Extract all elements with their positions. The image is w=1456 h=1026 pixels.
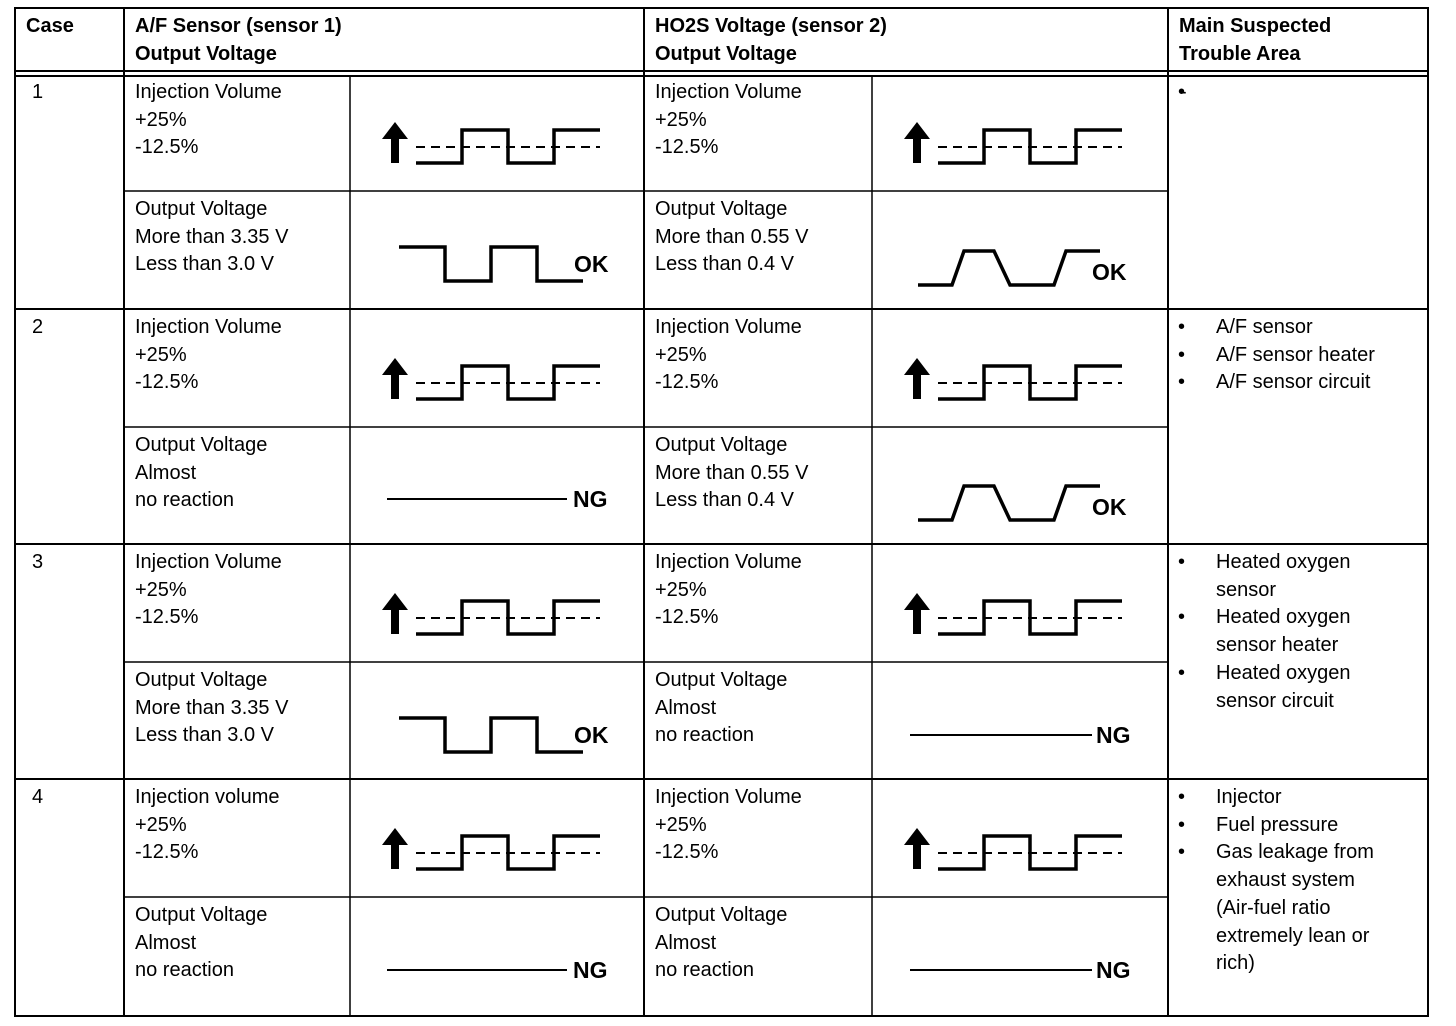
ho2s-injection-label: Injection Volume +25% -12.5% — [655, 316, 802, 394]
af-injection-label: Injection Volume +25% -12.5% — [135, 81, 282, 159]
af-output-label: Output Voltage More than 3.35 V Less than 3.0 V — [135, 198, 289, 276]
output-waveform — [399, 247, 583, 281]
ho2s-output-label: Output Voltage Almost no reaction — [655, 669, 788, 747]
trouble-area-item: • A/F sensor — [1168, 314, 1428, 342]
ho2s-injection-label: Injection Volume +25% -12.5% — [655, 81, 802, 159]
result-label: OK — [1092, 494, 1127, 520]
trouble-area-item: • - — [1168, 79, 1428, 107]
up-arrow-icon — [382, 828, 408, 869]
af-injection-label: Injection volume +25% -12.5% — [135, 786, 280, 864]
ho2s-title: HO2S Voltage (sensor 2) — [655, 15, 887, 37]
ho2s-injection-label: Injection Volume +25% -12.5% — [655, 551, 802, 629]
ho2s-output-label: Output Voltage Almost no reaction — [655, 904, 788, 982]
up-arrow-icon — [904, 122, 930, 163]
result-label: OK — [1092, 259, 1127, 285]
af-injection-label: Injection Volume +25% -12.5% — [135, 316, 282, 394]
af-sensor-subtitle: Output Voltage — [135, 43, 277, 65]
result-label: NG — [1096, 957, 1131, 983]
result-label: NG — [573, 486, 608, 512]
case-number: 2 — [32, 316, 44, 338]
result-label: OK — [574, 722, 609, 748]
ho2s-output-label: Output Voltage More than 0.55 V Less than 0.4 V — [655, 198, 809, 276]
output-waveform — [918, 251, 1100, 285]
trouble-area-item: • Fuel pressure — [1168, 812, 1428, 840]
trouble-area-item: • A/F sensor heater — [1168, 342, 1428, 370]
case-header: Case — [26, 15, 74, 37]
output-waveform — [918, 486, 1100, 520]
af-output-label: Output Voltage Almost no reaction — [135, 904, 268, 982]
ho2s-injection-label: Injection Volume +25% -12.5% — [655, 786, 802, 864]
up-arrow-icon — [904, 593, 930, 634]
ho2s-header — [655, 12, 887, 68]
trouble-area-item: • Heated oxygen sensor heater — [1168, 604, 1428, 659]
up-arrow-icon — [382, 358, 408, 399]
trouble-area-list — [1168, 549, 1428, 715]
trouble-area-header — [1179, 12, 1331, 68]
af-output-label: Output Voltage More than 3.35 V Less than 3.0 V — [135, 669, 289, 747]
result-label: NG — [573, 957, 608, 983]
trouble-area-title: Main Suspected — [1179, 15, 1332, 37]
af-sensor-header — [135, 12, 342, 68]
trouble-area-list — [1168, 79, 1428, 107]
up-arrow-icon — [904, 828, 930, 869]
trouble-area-item: • A/F sensor circuit — [1168, 369, 1428, 397]
ho2s-subtitle: Output Voltage — [655, 43, 797, 65]
trouble-area-list — [1168, 784, 1428, 978]
af-sensor-title: A/F Sensor (sensor 1) — [135, 15, 342, 37]
trouble-area-item: • Heated oxygen sensor — [1168, 549, 1428, 604]
up-arrow-icon — [904, 358, 930, 399]
af-output-label: Output Voltage Almost no reaction — [135, 434, 268, 512]
case-number: 1 — [32, 81, 44, 103]
trouble-area-item: • Injector — [1168, 784, 1428, 812]
trouble-area-item: • Gas leakage from exhaust system (Air-fuel ratio extremely lean or rich) — [1168, 839, 1428, 978]
ho2s-output-label: Output Voltage More than 0.55 V Less than 0.4 V — [655, 434, 809, 512]
output-waveform — [399, 718, 583, 752]
trouble-area-list — [1168, 314, 1428, 397]
trouble-area-item: • Heated oxygen sensor circuit — [1168, 660, 1428, 715]
case-number: 4 — [32, 786, 44, 808]
af-injection-label: Injection Volume +25% -12.5% — [135, 551, 282, 629]
up-arrow-icon — [382, 122, 408, 163]
trouble-area-subtitle: Trouble Area — [1179, 43, 1301, 65]
result-label: OK — [574, 251, 609, 277]
case-number: 3 — [32, 551, 44, 573]
result-label: NG — [1096, 722, 1131, 748]
up-arrow-icon — [382, 593, 408, 634]
